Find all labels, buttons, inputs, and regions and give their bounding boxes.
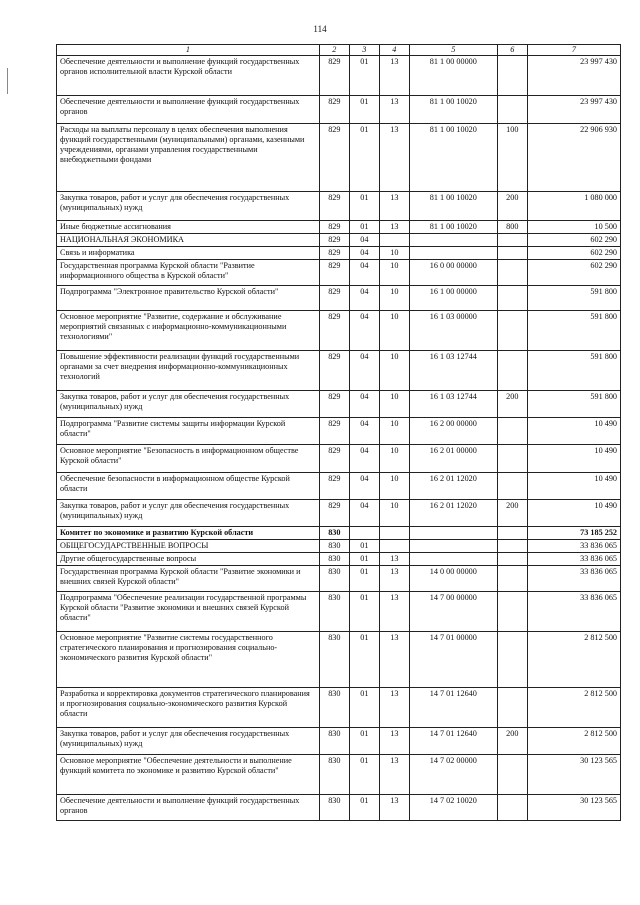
item-name-cell: Закупка товаров, работ и услуг для обеспечения государственных (муниципальных) нужд — [57, 728, 320, 755]
vr-code-cell — [497, 96, 527, 124]
csr-code-cell — [409, 553, 497, 566]
vr-code-cell — [497, 260, 527, 286]
amount-cell: 33 836 065 — [527, 553, 620, 566]
item-name-cell: Разработка и корректировка документов стратегического планирования и прогнозирования социально-экономического развития Курской области — [57, 688, 320, 728]
table-row — [57, 755, 621, 795]
gr-code-cell: 829 — [319, 286, 349, 311]
gr-code-cell: 830 — [319, 755, 349, 795]
pr-code-cell: 13 — [379, 592, 409, 632]
pr-code-cell: 13 — [379, 553, 409, 566]
vr-code-cell — [497, 592, 527, 632]
pr-code-cell: 13 — [379, 221, 409, 234]
item-name-cell: Комитет по экономике и развитию Курской области — [57, 527, 320, 540]
csr-code-cell: 14 7 01 00000 — [409, 632, 497, 688]
gr-code-cell: 830 — [319, 728, 349, 755]
gr-code-cell: 830 — [319, 527, 349, 540]
vr-code-cell: 100 — [497, 124, 527, 192]
csr-code-cell: 16 2 01 12020 — [409, 500, 497, 527]
item-name-cell: Закупка товаров, работ и услуг для обеспечения государственных (муниципальных) нужд — [57, 192, 320, 221]
header-cell: 5 — [409, 45, 497, 56]
item-name-cell: Другие общегосударственные вопросы — [57, 553, 320, 566]
item-name-cell: Обеспечение безопасности в информационном обществе Курской области — [57, 473, 320, 500]
item-name-cell: Основное мероприятие "Безопасность в информационном обществе Курской области" — [57, 445, 320, 473]
item-name-cell: Государственная программа Курской области "Развитие экономики и внешних связей Курской области" — [57, 566, 320, 592]
pr-code-cell: 13 — [379, 795, 409, 821]
pr-code-cell: 10 — [379, 418, 409, 445]
rz-code-cell: 01 — [349, 592, 379, 632]
table-row — [57, 553, 621, 566]
vr-code-cell — [497, 418, 527, 445]
table-row — [57, 221, 621, 234]
csr-code-cell — [409, 540, 497, 553]
pr-code-cell: 13 — [379, 566, 409, 592]
amount-cell: 10 490 — [527, 500, 620, 527]
table-row — [57, 351, 621, 391]
vr-code-cell — [497, 632, 527, 688]
vr-code-cell: 800 — [497, 221, 527, 234]
rz-code-cell: 04 — [349, 286, 379, 311]
amount-cell: 73 185 252 — [527, 527, 620, 540]
table-row — [57, 473, 621, 500]
csr-code-cell: 16 1 03 12744 — [409, 391, 497, 418]
table-row — [57, 286, 621, 311]
rz-code-cell: 04 — [349, 500, 379, 527]
rz-code-cell: 01 — [349, 795, 379, 821]
rz-code-cell: 04 — [349, 311, 379, 351]
amount-cell: 22 906 930 — [527, 124, 620, 192]
rz-code-cell: 01 — [349, 192, 379, 221]
rz-code-cell: 01 — [349, 728, 379, 755]
vr-code-cell — [497, 311, 527, 351]
table-row — [57, 728, 621, 755]
rz-code-cell: 01 — [349, 540, 379, 553]
csr-code-cell: 81 1 00 10020 — [409, 124, 497, 192]
amount-cell: 10 500 — [527, 221, 620, 234]
vr-code-cell — [497, 286, 527, 311]
rz-code-cell: 01 — [349, 553, 379, 566]
item-name-cell: Закупка товаров, работ и услуг для обеспечения государственных (муниципальных) нужд — [57, 391, 320, 418]
table-row — [57, 234, 621, 247]
rz-code-cell: 04 — [349, 351, 379, 391]
csr-code-cell: 14 0 00 00000 — [409, 566, 497, 592]
header-cell: 7 — [527, 45, 620, 56]
header-cell: 1 — [57, 45, 320, 56]
rz-code-cell: 04 — [349, 473, 379, 500]
rz-code-cell: 04 — [349, 418, 379, 445]
pr-code-cell: 10 — [379, 247, 409, 260]
csr-code-cell — [409, 527, 497, 540]
pr-code-cell: 13 — [379, 688, 409, 728]
table-row — [57, 124, 621, 192]
header-cell: 2 — [319, 45, 349, 56]
item-name-cell: Закупка товаров, работ и услуг для обеспечения государственных (муниципальных) нужд — [57, 500, 320, 527]
header-cell: 3 — [349, 45, 379, 56]
gr-code-cell: 829 — [319, 311, 349, 351]
vr-code-cell — [497, 234, 527, 247]
table-row — [57, 795, 621, 821]
gr-code-cell: 829 — [319, 391, 349, 418]
rz-code-cell: 01 — [349, 566, 379, 592]
pr-code-cell: 10 — [379, 351, 409, 391]
gr-code-cell: 829 — [319, 96, 349, 124]
gr-code-cell: 829 — [319, 124, 349, 192]
vr-code-cell — [497, 247, 527, 260]
gr-code-cell: 829 — [319, 56, 349, 96]
table-row — [57, 566, 621, 592]
amount-cell: 602 290 — [527, 247, 620, 260]
pr-code-cell: 13 — [379, 56, 409, 96]
table-row — [57, 500, 621, 527]
item-name-cell: Обеспечение деятельности и выполнение функций государственных органов — [57, 96, 320, 124]
budget-table — [56, 44, 621, 821]
table-row — [57, 96, 621, 124]
csr-code-cell — [409, 247, 497, 260]
header-cell: 4 — [379, 45, 409, 56]
amount-cell: 2 812 500 — [527, 632, 620, 688]
item-name-cell: Подпрограмма "Электронное правительство Курской области" — [57, 286, 320, 311]
gr-code-cell: 829 — [319, 418, 349, 445]
table-row — [57, 592, 621, 632]
pr-code-cell: 10 — [379, 311, 409, 351]
table-row — [57, 688, 621, 728]
vr-code-cell: 200 — [497, 500, 527, 527]
pr-code-cell — [379, 527, 409, 540]
rz-code-cell — [349, 527, 379, 540]
item-name-cell: Государственная программа Курской области "Развитие информационного общества в Курской области" — [57, 260, 320, 286]
amount-cell: 30 123 565 — [527, 755, 620, 795]
item-name-cell: Повышение эффективности реализации функций государственными органами за счет внедрения информационно-коммуникационных технологий — [57, 351, 320, 391]
header-cell: 6 — [497, 45, 527, 56]
amount-cell: 602 290 — [527, 234, 620, 247]
gr-code-cell: 829 — [319, 351, 349, 391]
item-name-cell: ОБЩЕГОСУДАРСТВЕННЫЕ ВОПРОСЫ — [57, 540, 320, 553]
item-name-cell: Основное мероприятие "Развитие, содержание и обслуживание мероприятий связанных с информационно-коммуникационными технологиями" — [57, 311, 320, 351]
csr-code-cell: 16 2 00 00000 — [409, 418, 497, 445]
pr-code-cell: 10 — [379, 473, 409, 500]
rz-code-cell: 01 — [349, 56, 379, 96]
amount-cell: 23 997 430 — [527, 56, 620, 96]
item-name-cell: Обеспечение деятельности и выполнение функций государственных органов исполнительной власти Курской области — [57, 56, 320, 96]
csr-code-cell: 14 7 02 00000 — [409, 755, 497, 795]
item-name-cell: НАЦИОНАЛЬНАЯ ЭКОНОМИКА — [57, 234, 320, 247]
csr-code-cell: 14 7 00 00000 — [409, 592, 497, 632]
gr-code-cell: 830 — [319, 632, 349, 688]
vr-code-cell — [497, 795, 527, 821]
pr-code-cell: 10 — [379, 286, 409, 311]
page-number: 114 — [313, 24, 327, 34]
csr-code-cell: 81 1 00 10020 — [409, 96, 497, 124]
csr-code-cell: 81 1 00 10020 — [409, 192, 497, 221]
item-name-cell: Расходы на выплаты персоналу в целях обеспечения выполнения функций государственными (муниципальными) органами, казенными учреждениями, органами управления государственными внебюджетными фондами — [57, 124, 320, 192]
csr-code-cell: 14 7 01 12640 — [409, 688, 497, 728]
pr-code-cell: 13 — [379, 632, 409, 688]
gr-code-cell: 829 — [319, 221, 349, 234]
gr-code-cell: 830 — [319, 566, 349, 592]
vr-code-cell — [497, 566, 527, 592]
csr-code-cell: 81 1 00 10020 — [409, 221, 497, 234]
amount-cell: 591 800 — [527, 311, 620, 351]
rz-code-cell: 04 — [349, 391, 379, 418]
vr-code-cell: 200 — [497, 391, 527, 418]
item-name-cell: Иные бюджетные ассигнования — [57, 221, 320, 234]
rz-code-cell: 01 — [349, 96, 379, 124]
amount-cell: 602 290 — [527, 260, 620, 286]
table-row — [57, 192, 621, 221]
item-name-cell: Связь и информатика — [57, 247, 320, 260]
gr-code-cell: 830 — [319, 795, 349, 821]
csr-code-cell: 16 1 03 00000 — [409, 311, 497, 351]
gr-code-cell: 829 — [319, 473, 349, 500]
vr-code-cell — [497, 473, 527, 500]
csr-code-cell — [409, 234, 497, 247]
vr-code-cell — [497, 351, 527, 391]
table-row — [57, 56, 621, 96]
pr-code-cell: 13 — [379, 96, 409, 124]
csr-code-cell: 16 2 01 12020 — [409, 473, 497, 500]
gr-code-cell: 829 — [319, 260, 349, 286]
pr-code-cell — [379, 234, 409, 247]
vr-code-cell — [497, 755, 527, 795]
amount-cell: 10 490 — [527, 445, 620, 473]
pr-code-cell: 10 — [379, 445, 409, 473]
csr-code-cell: 16 1 03 12744 — [409, 351, 497, 391]
table-row — [57, 260, 621, 286]
table-row — [57, 311, 621, 351]
gr-code-cell: 830 — [319, 688, 349, 728]
vr-code-cell — [497, 445, 527, 473]
table-row — [57, 247, 621, 260]
amount-cell: 23 997 430 — [527, 96, 620, 124]
amount-cell: 591 800 — [527, 351, 620, 391]
csr-code-cell: 16 0 00 00000 — [409, 260, 497, 286]
amount-cell: 2 812 500 — [527, 688, 620, 728]
table-row — [57, 527, 621, 540]
pr-code-cell: 10 — [379, 391, 409, 418]
table-row — [57, 632, 621, 688]
table-row — [57, 391, 621, 418]
vr-code-cell — [497, 553, 527, 566]
margin-mark — [7, 68, 8, 94]
gr-code-cell: 829 — [319, 500, 349, 527]
item-name-cell: Обеспечение деятельности и выполнение функций государственных органов — [57, 795, 320, 821]
pr-code-cell: 13 — [379, 755, 409, 795]
item-name-cell: Подпрограмма "Развитие системы защиты информации Курской области" — [57, 418, 320, 445]
gr-code-cell: 829 — [319, 192, 349, 221]
pr-code-cell: 13 — [379, 124, 409, 192]
rz-code-cell: 01 — [349, 755, 379, 795]
gr-code-cell: 830 — [319, 540, 349, 553]
gr-code-cell: 829 — [319, 247, 349, 260]
vr-code-cell: 200 — [497, 192, 527, 221]
csr-code-cell: 14 7 02 10020 — [409, 795, 497, 821]
pr-code-cell: 10 — [379, 500, 409, 527]
gr-code-cell: 829 — [319, 234, 349, 247]
amount-cell: 2 812 500 — [527, 728, 620, 755]
pr-code-cell: 13 — [379, 192, 409, 221]
table-row — [57, 540, 621, 553]
item-name-cell: Основное мероприятие "Развитие системы государственного стратегического планирования и прогнозирования социально-экономического развития Курской области" — [57, 632, 320, 688]
pr-code-cell: 13 — [379, 728, 409, 755]
amount-cell: 10 490 — [527, 418, 620, 445]
amount-cell: 10 490 — [527, 473, 620, 500]
rz-code-cell: 01 — [349, 688, 379, 728]
rz-code-cell: 04 — [349, 247, 379, 260]
amount-cell: 33 836 065 — [527, 592, 620, 632]
amount-cell: 30 123 565 — [527, 795, 620, 821]
amount-cell: 591 800 — [527, 391, 620, 418]
gr-code-cell: 830 — [319, 553, 349, 566]
table-row — [57, 445, 621, 473]
pr-code-cell — [379, 540, 409, 553]
csr-code-cell: 16 1 00 00000 — [409, 286, 497, 311]
gr-code-cell: 829 — [319, 445, 349, 473]
rz-code-cell: 01 — [349, 124, 379, 192]
amount-cell: 591 800 — [527, 286, 620, 311]
csr-code-cell: 14 7 01 12640 — [409, 728, 497, 755]
rz-code-cell: 01 — [349, 221, 379, 234]
rz-code-cell: 01 — [349, 632, 379, 688]
vr-code-cell: 200 — [497, 728, 527, 755]
rz-code-cell: 04 — [349, 234, 379, 247]
gr-code-cell: 830 — [319, 592, 349, 632]
vr-code-cell — [497, 688, 527, 728]
rz-code-cell: 04 — [349, 445, 379, 473]
vr-code-cell — [497, 540, 527, 553]
csr-code-cell: 16 2 01 00000 — [409, 445, 497, 473]
csr-code-cell: 81 1 00 00000 — [409, 56, 497, 96]
item-name-cell: Основное мероприятие "Обеспечение деятельности и выполнение функций комитета по экономике и развитию Курской области" — [57, 755, 320, 795]
vr-code-cell — [497, 56, 527, 96]
table-header-row — [57, 45, 621, 56]
pr-code-cell: 10 — [379, 260, 409, 286]
amount-cell: 1 080 000 — [527, 192, 620, 221]
rz-code-cell: 04 — [349, 260, 379, 286]
item-name-cell: Подпрограмма "Обеспечение реализации государственной программы Курской области "Развитие экономики и внешних связей Курской области" — [57, 592, 320, 632]
amount-cell: 33 836 065 — [527, 540, 620, 553]
amount-cell: 33 836 065 — [527, 566, 620, 592]
vr-code-cell — [497, 527, 527, 540]
table-row — [57, 418, 621, 445]
